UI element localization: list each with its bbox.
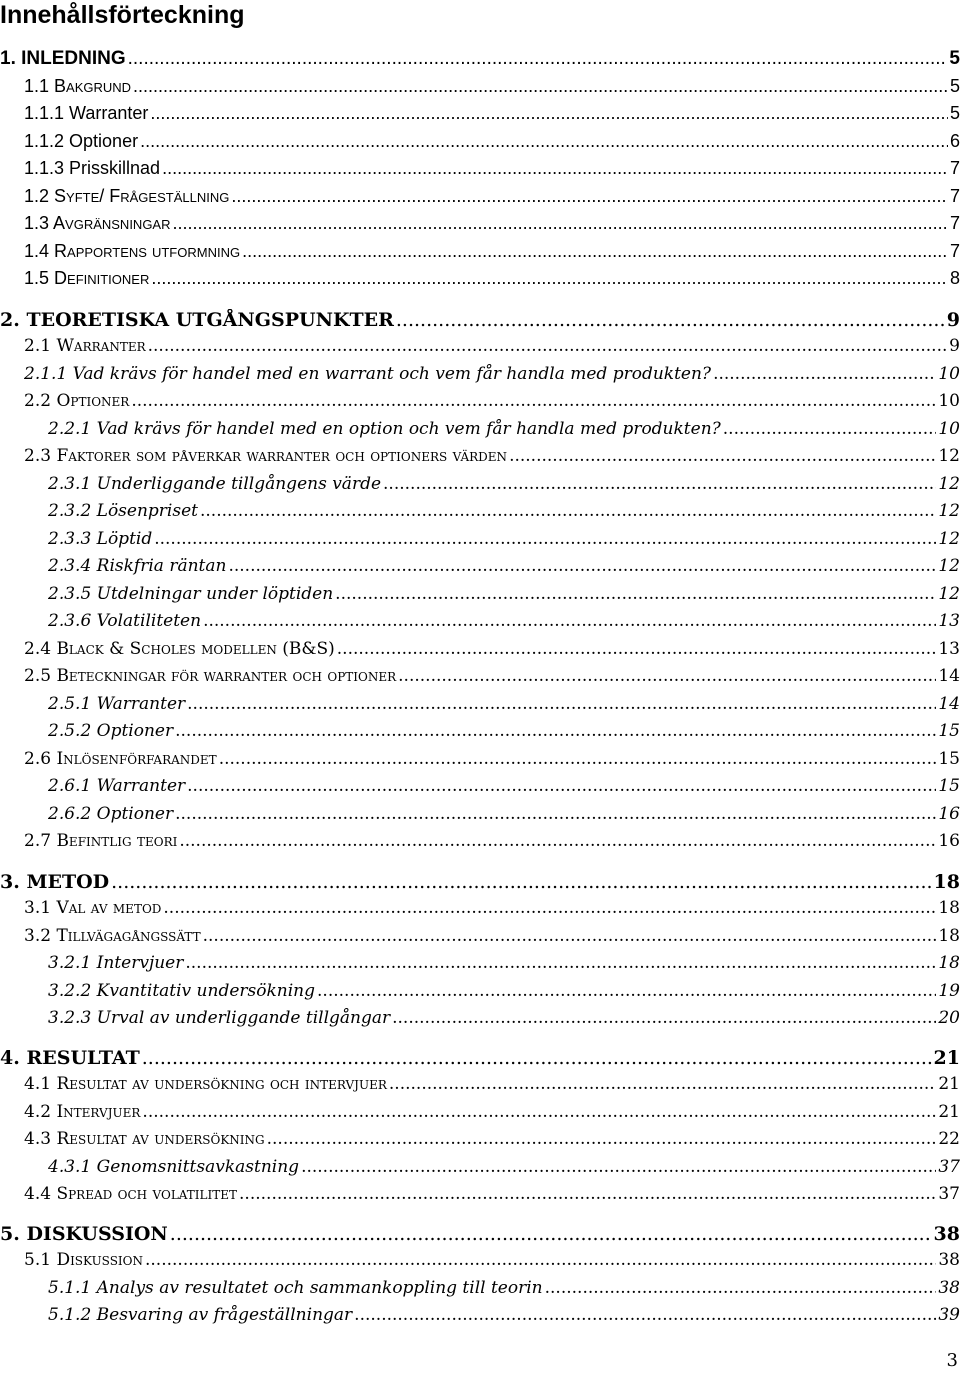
toc-entry-label: 2.1 Warranter [24, 336, 146, 356]
toc-entry-label: 2.4 Black & Scholes modellen (B&S) [24, 639, 335, 659]
dot-leader [239, 1184, 936, 1204]
toc-entry-label: 1. INLEDNING [0, 48, 126, 69]
toc-entry-label: 3.2.2 Kvantitativ undersökning [48, 981, 316, 1001]
toc-entry-page: 8 [949, 268, 960, 288]
toc-entry[interactable] [48, 981, 960, 1007]
toc-entry-page: 10 [938, 419, 960, 439]
toc-entry-page: 14 [938, 694, 960, 714]
dot-leader [175, 804, 936, 824]
dot-leader [145, 1250, 936, 1270]
dot-leader [200, 501, 936, 521]
dot-leader [140, 131, 948, 152]
toc-entry-label: 2.1.1 Vad krävs för handel med en warrant och vem får handla med produkten? [24, 364, 712, 384]
toc-entry-page: 12 [938, 474, 960, 494]
toc-entry-page: 5 [949, 76, 960, 96]
dot-leader [170, 1223, 932, 1245]
toc-entry-label: 4. RESULTAT [0, 1047, 140, 1069]
toc-entry[interactable] [24, 186, 960, 212]
dot-leader [713, 364, 936, 384]
dot-leader [317, 981, 936, 1001]
toc-entry[interactable] [24, 131, 960, 157]
toc-entry-label: 1.1.1 Warranter [24, 103, 149, 123]
toc-entry-page: 21 [938, 1074, 960, 1094]
toc-entry[interactable] [48, 419, 960, 445]
dot-leader [150, 103, 948, 124]
toc-entry-label: 1.2 Syfte/ Frågeställning [24, 186, 230, 206]
toc-entry[interactable] [0, 1047, 960, 1073]
toc-entry-label: 2.2 Optioner [24, 391, 130, 411]
toc-entry-page: 21 [938, 1102, 960, 1122]
toc-entry-label: 5.1.1 Analys av resultatet och sammankoppling till teorin [48, 1278, 543, 1298]
toc-entry-label: 2.6.2 Optioner [48, 804, 174, 824]
toc-entry-page: 9 [946, 309, 960, 331]
toc-entry-page: 5 [949, 48, 960, 69]
toc-entry-page: 13 [938, 639, 960, 659]
toc-entry-label: 1.4 Rapportens utformning [24, 241, 241, 261]
toc-entry[interactable] [24, 1129, 960, 1155]
toc-entry[interactable] [0, 871, 960, 897]
toc-entry-page: 12 [938, 446, 960, 466]
toc-entry-label: 1.5 Definitioner [24, 268, 150, 288]
toc-entry-page: 18 [933, 871, 960, 893]
dot-leader [142, 1047, 932, 1069]
toc-entry-label: 5. DISKUSSION [0, 1223, 168, 1245]
toc-entry-page: 7 [949, 241, 960, 261]
dot-leader [267, 1129, 937, 1149]
toc-entry[interactable] [24, 446, 960, 472]
dot-leader [142, 1102, 936, 1122]
toc-entry-label: 2.5.2 Optioner [48, 721, 174, 741]
toc-entry-page: 37 [938, 1184, 960, 1204]
toc-entry-label: 2.3.4 Riskfria räntan [48, 556, 227, 576]
toc-entry-label: 4.1 Resultat av undersökning och intervjuer [24, 1074, 387, 1094]
toc-entry-label: 2.3.3 Löptid [48, 529, 153, 549]
toc-entry-page: 7 [949, 186, 960, 206]
toc-entry[interactable] [24, 831, 960, 857]
toc-entry[interactable] [0, 1223, 960, 1249]
toc-entry-page: 18 [938, 953, 960, 973]
dot-leader [392, 1008, 936, 1028]
dot-leader [335, 584, 936, 604]
toc-entry-label: 2.2.1 Vad krävs för handel med en option och vem får handla med produkten? [48, 419, 721, 439]
toc-entry-label: 4.2 Intervjuer [24, 1102, 141, 1122]
toc-entry[interactable] [24, 158, 960, 184]
toc-entry[interactable] [48, 529, 960, 555]
toc-entry-page: 6 [949, 131, 960, 151]
toc-entry-page: 39 [938, 1305, 960, 1325]
toc-entry[interactable] [0, 48, 960, 74]
toc-entry[interactable] [24, 639, 960, 665]
dot-leader [133, 76, 948, 97]
dot-leader [301, 1157, 936, 1177]
toc-entry[interactable] [24, 103, 960, 129]
toc-entry[interactable] [24, 898, 960, 924]
toc-entry-page: 12 [938, 584, 960, 604]
dot-leader [354, 1305, 936, 1325]
toc-entry-page: 5 [949, 103, 960, 123]
dot-leader [398, 666, 936, 686]
dot-leader [389, 1074, 936, 1094]
dot-leader [175, 721, 936, 741]
toc-entry-label: 3.2 Tillvägagångssätt [24, 926, 201, 946]
toc-entry[interactable] [48, 694, 960, 720]
toc-title: Innehållsförteckning [0, 1, 245, 29]
toc-entry-page: 15 [938, 749, 960, 769]
toc-entry[interactable] [24, 1102, 960, 1128]
toc-entry-label: 3. METOD [0, 871, 110, 893]
dot-leader [396, 309, 945, 331]
toc-entry[interactable] [24, 268, 960, 294]
toc-entry[interactable] [48, 1278, 960, 1304]
dot-leader [509, 446, 936, 466]
dot-leader [545, 1278, 937, 1298]
dot-leader [148, 336, 948, 356]
dot-leader [231, 186, 948, 207]
toc-entry-label: 3.2.3 Urval av underliggande tillgångar [48, 1008, 391, 1028]
toc-entry-label: 1.1 Bakgrund [24, 76, 132, 96]
toc-entry-label: 2.6.1 Warranter [48, 776, 186, 796]
toc-entry-page: 38 [938, 1250, 960, 1270]
toc-entry-label: 1.3 Avgränsningar [24, 213, 171, 233]
page-number: 3 [946, 1350, 958, 1371]
toc-entry-label: 2. TEORETISKA UTGÅNGSPUNKTER [0, 309, 394, 331]
toc-entry[interactable] [48, 556, 960, 582]
toc-entry[interactable] [24, 926, 960, 952]
toc-entry-page: 18 [938, 926, 960, 946]
toc-entry-page: 37 [938, 1157, 960, 1177]
toc-entry-page: 15 [938, 721, 960, 741]
toc-entry[interactable] [24, 391, 960, 417]
toc-entry[interactable] [48, 611, 960, 637]
dot-leader [131, 391, 936, 411]
dot-leader [187, 776, 936, 796]
toc-entry[interactable] [24, 364, 960, 390]
dot-leader [723, 419, 937, 439]
toc-entry[interactable] [48, 953, 960, 979]
toc-entry-page: 12 [938, 501, 960, 521]
dot-leader [179, 831, 936, 851]
dot-leader [337, 639, 937, 659]
toc-entry-label: 2.3.2 Lösenpriset [48, 501, 198, 521]
dot-leader [185, 953, 936, 973]
toc-entry[interactable] [48, 1305, 960, 1331]
toc-entry-page: 14 [938, 666, 960, 686]
toc-entry-label: 5.1 Diskussion [24, 1250, 143, 1270]
toc-entry-page: 38 [938, 1278, 960, 1298]
dot-leader [203, 926, 937, 946]
toc-entry[interactable] [24, 1250, 960, 1276]
dot-leader [111, 871, 931, 893]
toc-entry[interactable] [48, 501, 960, 527]
toc-entry[interactable] [24, 1184, 960, 1210]
toc-entry-label: 3.2.1 Intervjuer [48, 953, 184, 973]
toc-entry[interactable] [0, 309, 960, 335]
toc-entry-label: 2.7 Befintlig teori [24, 831, 178, 851]
dot-leader [219, 749, 937, 769]
toc-entry-label: 5.1.2 Besvaring av frågeställningar [48, 1305, 353, 1325]
toc-entry[interactable] [24, 76, 960, 102]
toc-entry[interactable] [24, 336, 960, 362]
dot-leader [242, 241, 948, 262]
toc-entry-label: 1.1.2 Optioner [24, 131, 139, 151]
toc-entry-page: 9 [949, 336, 960, 356]
toc-entry-label: 1.1.3 Prisskillnad [24, 158, 161, 178]
dot-leader [163, 898, 936, 918]
dot-leader [187, 694, 936, 714]
toc-entry[interactable] [24, 213, 960, 239]
toc-entry-page: 16 [938, 831, 960, 851]
toc-entry[interactable] [24, 1074, 960, 1100]
toc-entry[interactable] [48, 804, 960, 830]
toc-entry-label: 2.3.5 Utdelningar under löptiden [48, 584, 334, 604]
dot-leader [383, 474, 936, 494]
toc-entry-page: 10 [938, 364, 960, 384]
toc-entry-page: 10 [938, 391, 960, 411]
toc-entry-label: 2.6 Inlösenförfarandet [24, 749, 217, 769]
toc-entry-page: 21 [933, 1047, 960, 1069]
toc-entry[interactable] [24, 241, 960, 267]
toc-entry[interactable] [48, 474, 960, 500]
dot-leader [203, 611, 936, 631]
toc-entry-label: 2.3.6 Volatiliteten [48, 611, 202, 631]
toc-entry-label: 4.3 Resultat av undersökning [24, 1129, 265, 1149]
toc-entry-label: 3.1 Val av metod [24, 898, 162, 918]
toc-entry-page: 7 [949, 213, 960, 233]
dot-leader [173, 213, 948, 234]
toc-entry-page: 7 [949, 158, 960, 178]
dot-leader [128, 48, 948, 70]
toc-entry-page: 19 [938, 981, 960, 1001]
toc-entry-page: 20 [938, 1008, 960, 1028]
toc-entry[interactable] [48, 584, 960, 610]
toc-entry-label: 4.4 Spread och volatilitet [24, 1184, 238, 1204]
dot-leader [151, 268, 948, 289]
toc-entry-label: 2.3 Faktorer som påverkar warranter och optioners värden [24, 446, 508, 466]
toc-entry-page: 12 [938, 529, 960, 549]
toc-entry-page: 12 [938, 556, 960, 576]
toc-entry-page: 22 [938, 1129, 960, 1149]
toc-entry-label: 2.5.1 Warranter [48, 694, 186, 714]
dot-leader [154, 529, 936, 549]
toc-entry-page: 15 [938, 776, 960, 796]
toc-entry[interactable] [48, 1157, 960, 1183]
toc-entry[interactable] [48, 721, 960, 747]
toc-entry[interactable] [24, 749, 960, 775]
toc-entry-label: 4.3.1 Genomsnittsavkastning [48, 1157, 300, 1177]
dot-leader [162, 158, 948, 179]
dot-leader [228, 556, 936, 576]
toc-entry-page: 16 [938, 804, 960, 824]
toc-entry-label: 2.3.1 Underliggande tillgångens värde [48, 474, 382, 494]
toc-entry[interactable] [24, 666, 960, 692]
toc-entry-page: 38 [933, 1223, 960, 1245]
toc-entry-label: 2.5 Beteckningar för warranter och optioner [24, 666, 397, 686]
toc-entry-page: 13 [938, 611, 960, 631]
toc-entry[interactable] [48, 776, 960, 802]
toc-entry[interactable] [48, 1008, 960, 1034]
toc-entry-page: 18 [938, 898, 960, 918]
